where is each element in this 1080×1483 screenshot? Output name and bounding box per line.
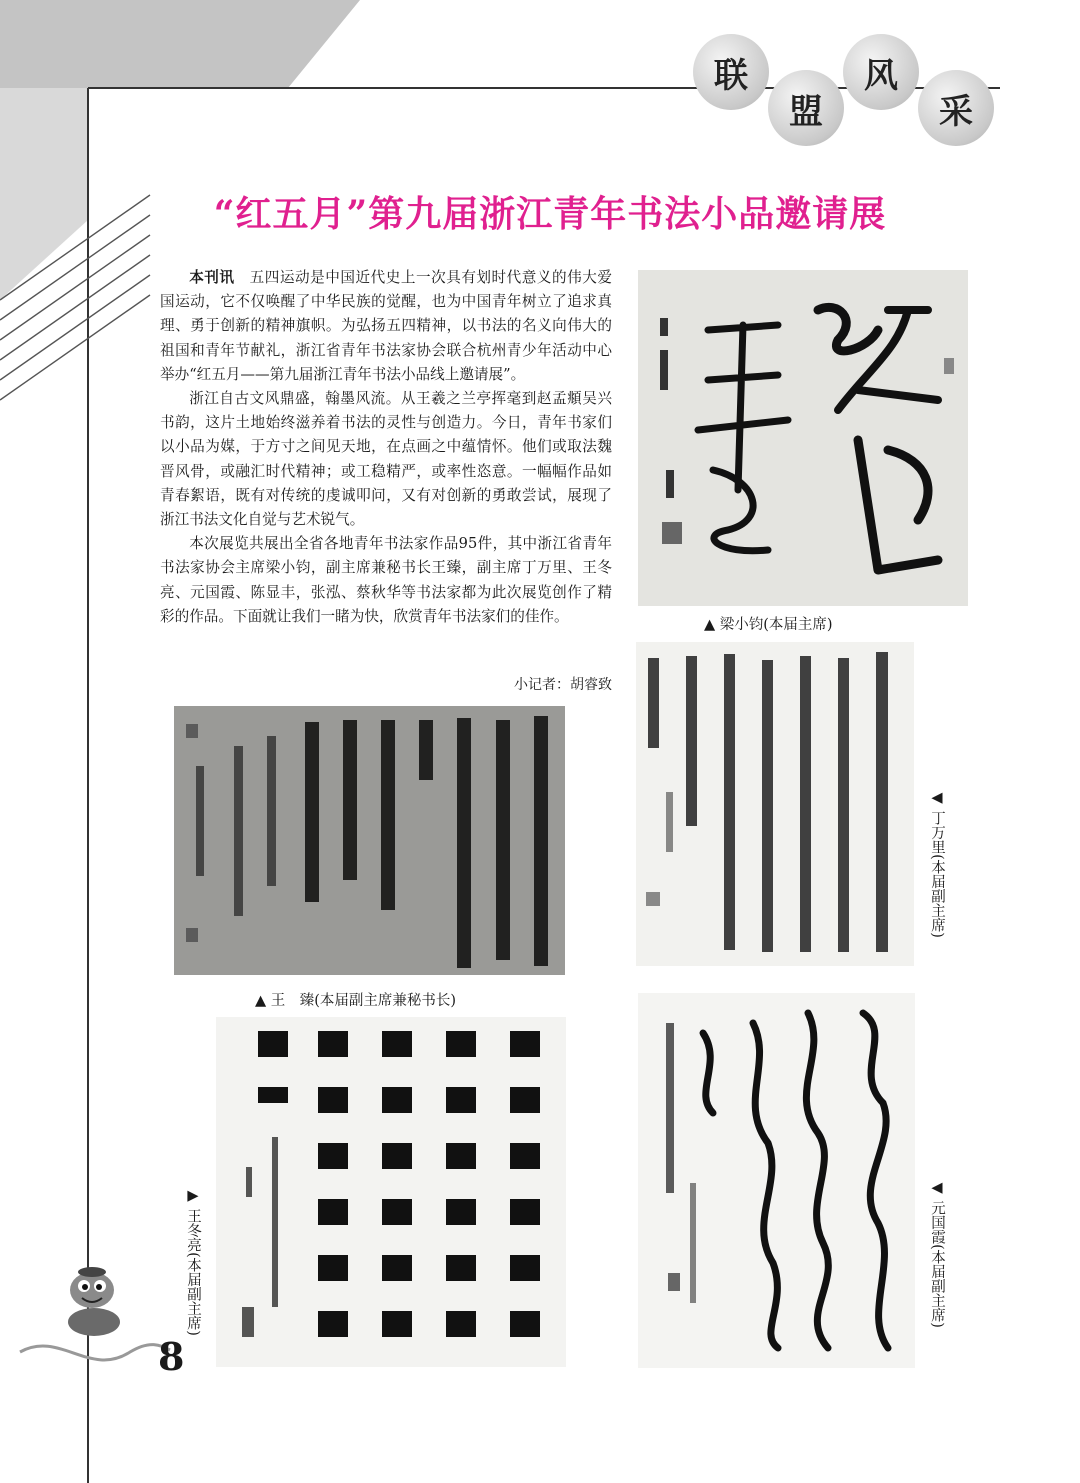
article-paragraph-2: 浙江自古文风鼎盛，翰墨风流。从王羲之兰亭挥毫到赵孟頫吴兴书韵，这片土地始终滋养着书法的灵性与创造力。今日，青年书家们以小品为媒，于方寸之间见天地，在点画之中蕴情怀。他们或取法魏晋风骨，或融汇时代精神；或工稳精严，或率性恣意。一幅幅作品如青春絮语，既有对传统的虔诚叩问，又有对创新的勇敢尝试，展现了浙江书法文化自觉与艺术锐气。 <box>160 390 612 529</box>
section-tag-char-3: 风 <box>843 34 919 110</box>
page-title: “红五月”第九届浙江青年书法小品邀请展 <box>213 193 887 235</box>
section-tag-char-4: 采 <box>918 70 994 146</box>
artwork-liang <box>638 270 968 606</box>
calligraphy-image-wangzhen <box>174 706 565 975</box>
page-number: 8 <box>158 1334 185 1379</box>
article-paragraph-1 <box>160 266 612 387</box>
caption-ding: ◀ 丁万里(本届副主席) <box>929 790 945 938</box>
section-tag-char-2: 盟 <box>768 70 844 146</box>
reporter-byline: 小记者：胡睿致 <box>514 677 612 693</box>
snake-mascot-icon <box>58 1264 128 1344</box>
artwork-ding <box>636 642 914 966</box>
calligraphy-image-wangdong <box>216 1017 566 1367</box>
caption-liang: ▲ 梁小钧(本届主席) <box>704 617 833 633</box>
section-tag-char-1: 联 <box>693 34 769 110</box>
artwork-yuan <box>638 993 915 1368</box>
artwork-wangdong <box>216 1017 566 1367</box>
article-paragraph-1-text: 五四运动是中国近代史上一次具有划时代意义的伟大爱国运动，它不仅唤醒了中华民族的觉醒，也为中国青年树立了追求真理、勇于创新的精神旗帜。为弘扬五四精神，以书法的名义向伟大的祖国和青年节献礼，浙江省青年书法家协会联合杭州青少年活动中心举办“红五月——第九届浙江青年书法小品线上邀请展”。 <box>160 269 612 383</box>
calligraphy-image-liang <box>638 270 968 606</box>
article-body <box>160 266 612 629</box>
caption-wangzhen: ▲ 王 臻(本届副主席兼秘书长) <box>255 993 457 1009</box>
article-paragraph-3: 本次展览共展出全省各地青年书法家作品95件，其中浙江省青年书法家协会主席梁小钧，副主席兼秘书长王臻，副主席丁万里、王冬亮、元国霞、陈显丰，张泓、蔡秋华等书法家都为此次展览创作了精彩的作品。下面就让我们一睹为快，欣赏青年书法家们的佳作。 <box>160 535 612 625</box>
calligraphy-image-ding <box>636 642 914 966</box>
artwork-wangzhen <box>174 706 565 975</box>
article-lead: 本刊讯 <box>189 269 235 286</box>
caption-wangdong: ▶ 王冬亮(本届副主席) <box>185 1188 201 1336</box>
calligraphy-image-yuan <box>638 993 915 1368</box>
caption-yuan: ◀ 元国霞(本届副主席) <box>929 1180 945 1328</box>
